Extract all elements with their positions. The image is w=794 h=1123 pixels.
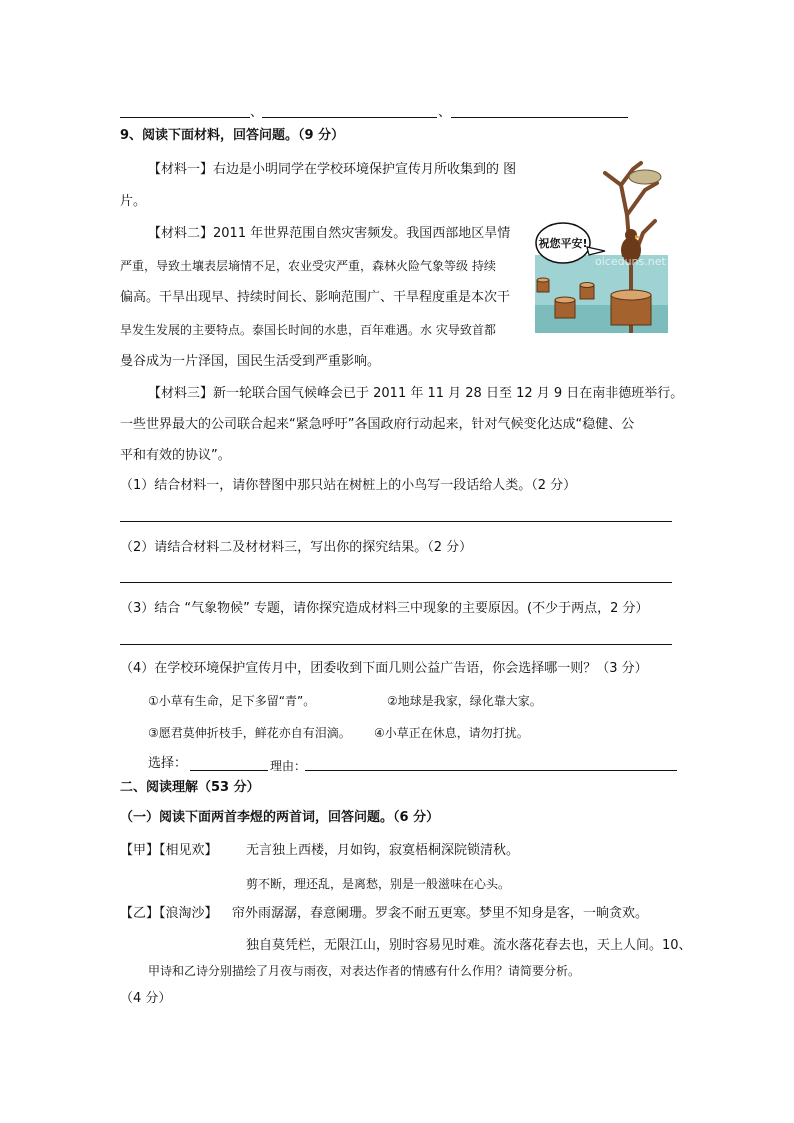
question-9-heading: 9、阅读下面材料，回答问题。（9 分）: [120, 128, 345, 143]
question-10-score: （4 分）: [120, 991, 172, 1006]
material-2-line: 【材料二】2011 年世界范围自然灾害频发。我国西部地区旱情: [148, 226, 511, 241]
answer-line-3[interactable]: [120, 644, 672, 645]
sub-question-2: （2）请结合材料二及材材料三，写出你的探究结果。（2 分）: [120, 540, 473, 555]
separator: 、: [438, 105, 452, 120]
poem-yi-label: 【乙】【浪淘沙】: [120, 906, 218, 921]
material-2-line: 曼谷成为一片泽国，国民生活受到严重影响。: [120, 354, 381, 369]
question-10: 甲诗和乙诗分别描绘了月夜与雨夜，对表达作者的情感有什么作用？请简要分析。: [148, 964, 581, 978]
slogan-option: ②地球是我家，绿化靠大家。: [387, 694, 542, 708]
sub-question-1: （1）结合材料一，请你替图中那只站在树桩上的小鸟写一段话给人类。（2 分）: [120, 478, 577, 493]
material-2-line: 严重，导致土壤表层墒情不足，农业受灾严重，森林火险气象等级 持续: [120, 259, 496, 273]
material-3-line: 平和有效的协议”。: [120, 448, 231, 463]
poem-jia-label: 【甲】【相见欢】: [120, 843, 218, 858]
material-2-line: 偏高。干旱出现早、持续时间长、影响范围广、干旱程度重是本次干: [120, 290, 511, 305]
sub-question-3: （3）结合 “气象物候” 专题，请你探究造成材料三中现象的主要原因。(不少于两点，2 分）: [120, 601, 649, 616]
slogan-option: ③愿君莫伸折枝手，鲜花亦自有泪滴。: [148, 726, 351, 740]
sub-question-4: （4）在学校环境保护宣传月中，团委收到下面几则公益广告语，你会选择哪一则？（3 分）: [120, 661, 648, 676]
section-1-heading: （一）阅读下面两首李煜的两首词，回答问题。（6 分）: [120, 810, 440, 825]
bird-on-tree-stump-image: [535, 155, 668, 333]
material-1-line: 【材料一】右边是小明同学在学校环境保护宣传月所收集到的 图: [148, 162, 517, 177]
poem-yi-line: 独自莫凭栏，无限江山，别时容易见时难。流水落花春去也，天上人间。10、: [246, 938, 692, 953]
reason-blank[interactable]: [305, 770, 677, 771]
watermark-text: oiceduns.net: [595, 255, 666, 268]
answer-blank-2[interactable]: [262, 117, 437, 118]
answer-blank-3[interactable]: [451, 117, 628, 118]
poem-jia-line: 无言独上西楼，月如钩，寂寞梧桐深院锁清秋。: [246, 843, 520, 858]
part-2-heading: 二、阅读理解（53 分）: [120, 780, 260, 795]
slogan-option: ④小草正在休息，请勿打扰。: [374, 726, 529, 740]
separator: 、: [250, 105, 264, 120]
choose-label: 选择：: [148, 756, 188, 771]
slogan-option: ①小草有生命，足下多留“青”。: [148, 694, 316, 708]
answer-line-1[interactable]: [120, 521, 672, 522]
reason-label: 理由：: [270, 759, 307, 773]
poem-jia-line: 剪不断，理还乱，是离愁，别是一般滋味在心头。: [246, 877, 511, 891]
poem-yi-line: 帘外雨潺潺，春意阑珊。罗衾不耐五更寒。梦里不知身是客，一晌贪欢。: [232, 906, 649, 921]
material-3-line: 一些世界最大的公司联合起来“紧急呼吁”各国政府行动起来，针对气候变化达成“稳健、公: [120, 417, 635, 432]
material-3-line: 【材料三】新一轮联合国气候峰会已于 2011 年 11 月 28 日至 12 月 9 日在南非德班举行。: [148, 386, 684, 401]
answer-blank-1[interactable]: [120, 117, 250, 118]
material-2-line: 旱发生发展的主要特点。泰国长时间的水患，百年难遇。水 灾导致首都: [120, 323, 496, 337]
material-1-line: 片。: [120, 194, 147, 209]
answer-line-2[interactable]: [120, 582, 672, 583]
choose-blank[interactable]: [190, 770, 268, 771]
bubble-text: 祝您平安!: [538, 237, 588, 250]
